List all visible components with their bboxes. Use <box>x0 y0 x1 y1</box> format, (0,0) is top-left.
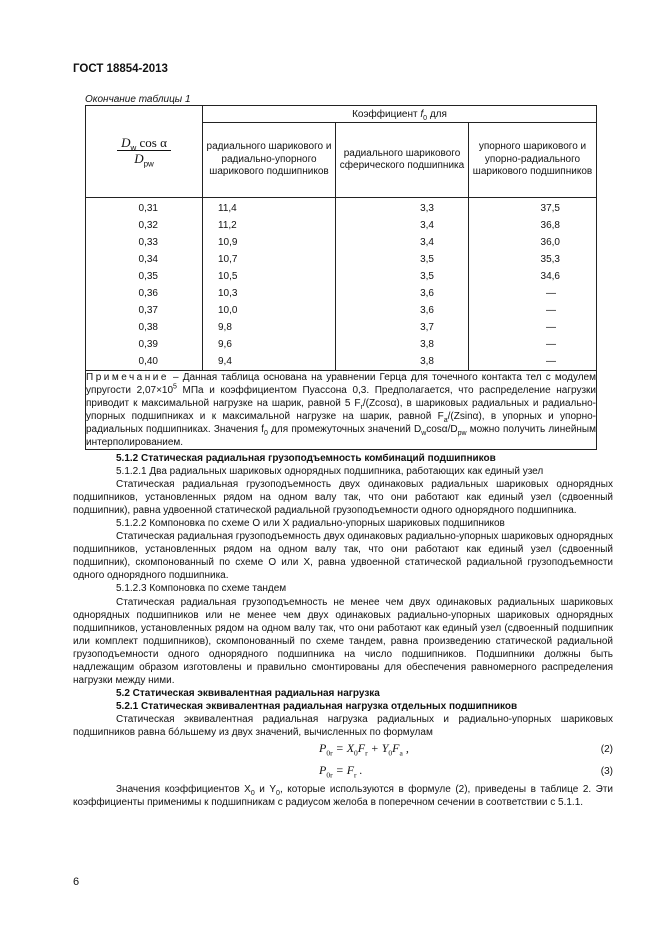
thrust-coefficient-value: — <box>546 339 556 350</box>
radial-coefficient-value: 10,5 <box>218 271 238 282</box>
thrust-coefficient-value: 34,6 <box>540 271 560 282</box>
equation-2-number: (2) <box>600 744 613 756</box>
ratio-value: 0,40 <box>138 356 158 367</box>
section-heading-5-2: 5.2 Статическая эквивалентная радиальная нагрузка <box>116 687 380 699</box>
ratio-den-symbol: D <box>134 151 144 166</box>
clause-5-1-2-2-title: 5.1.2.2 Компоновка по схеме O или X радиально-упорных шариковых подшипников <box>116 518 505 530</box>
spherical-coefficient-value: 3,3 <box>420 203 434 214</box>
radial-coefficient-value: 10,3 <box>218 288 238 299</box>
ratio-header-cell <box>86 106 203 198</box>
coefficient-group-header: Коэффициент $f_0$ для <box>203 106 597 123</box>
clause-5-1-2-3-text: Статическая радиальная грузоподъемность не менее чем двух одинаковых радиальных шариковых однорядных подшипников или не менее чем двух одинаковых радиально-упорных шариковых однорядных подшипников, установленных рядом на одном валу так, что они работают как единый узел (сдвоенный подшипник или комплект подшипников), скомпонованный по схеме тандем, равна произведению статической радиальной грузоподъемности одного однорядного подшипника на число подшипников. Подшипники должны быть надлежащим образом изготовлены и правильно смонтированы для обеспечения равномерного распределения нагрузки между ними. <box>73 596 613 686</box>
equation-3: $P_{0r} = F_r$ . (3) <box>319 763 613 780</box>
ratio-num-symbol: D <box>121 135 131 150</box>
thrust-coefficient-value: 35,3 <box>540 254 560 265</box>
spherical-coefficient-value: 3,4 <box>420 237 434 248</box>
spherical-values-column <box>336 198 469 371</box>
table-caption: Окончание таблицы 1 <box>85 94 191 105</box>
thrust-coefficient-value: 36,8 <box>540 220 560 231</box>
page-number: 6 <box>73 876 80 888</box>
section-heading-5-1-2: 5.1.2 Статическая радиальная грузоподъемность комбинаций подшипников <box>116 453 496 464</box>
note-label: Примечание <box>86 372 169 383</box>
col-header-spherical: радиального шарикового сферического подшипника <box>336 123 469 198</box>
spherical-coefficient-value: 3,4 <box>420 220 434 231</box>
ratio-column <box>86 198 203 371</box>
col-header-radial: радиального шарикового и радиально-упорного шарикового подшипников <box>203 123 336 198</box>
radial-coefficient-value: 9,8 <box>218 322 232 333</box>
ratio-value: 0,39 <box>138 339 158 350</box>
clause-5-2-1-text: Статическая эквивалентная радиальная нагрузка радиальных и радиально-упорных шариковых подшипников равна бо́льшему из двух значений, вычисленных по формулам <box>73 713 613 738</box>
thrust-coefficient-value: 37,5 <box>540 203 560 214</box>
spherical-coefficient-value: 3,8 <box>420 356 434 367</box>
clause-5-1-2-2-text: Статическая радиальная грузоподъемность двух одинаковых радиально-упорных шариковых однорядных подшипников, установленных рядом на одном валу так, что они работают как единый узел (сдвоенный подшипник), скомпонованный по схеме O или X, равна удвоенной статической радиальной грузоподъемности одного однорядного подшипника. <box>73 531 613 582</box>
ratio-num-sub: w <box>130 143 137 153</box>
clause-5-1-2-1-text: Статическая радиальная грузоподъемность двух одинаковых радиальных шариковых однорядных подшипников, установленных рядом на одном валу так, что они работают как единый узел (сдвоенный подшипник), равна удвоенной статической радиальной грузоподъемности одного однорядного подшипника. <box>73 479 613 517</box>
thrust-coefficient-value: — <box>546 356 556 367</box>
thrust-coefficient-value: 36,0 <box>540 237 560 248</box>
spherical-coefficient-value: 3,6 <box>420 305 434 316</box>
ratio-den-sub: pw <box>143 159 154 169</box>
ratio-value: 0,31 <box>138 203 158 214</box>
document-standard-header: ГОСТ 18854-2013 <box>73 63 168 75</box>
thrust-coefficient-value: — <box>546 305 556 316</box>
radial-coefficient-value: 10,0 <box>218 305 238 316</box>
coefficient-table <box>85 105 597 450</box>
ratio-value: 0,38 <box>138 322 158 333</box>
spherical-coefficient-value: 3,5 <box>420 254 434 265</box>
col-header-thrust: упорного шарикового и упорно-радиального шарикового подшипников <box>469 123 597 198</box>
equation-2: $P_{0r} = X_0F_r + Y_0F_a$ , (2) <box>319 741 613 758</box>
ratio-value: 0,35 <box>138 271 158 282</box>
spherical-coefficient-value: 3,8 <box>420 339 434 350</box>
thrust-coefficient-value: — <box>546 288 556 299</box>
radial-coefficient-value: 10,9 <box>218 237 238 248</box>
table-note: Примечание – Данная таблица основана на уравнении Герца для точечного контакта тел с модулем упругости $2,07\times 10^5$ МПа и коэффициентом Пуассона 0,3. Предполагается, что распределение нагрузки приводит к максимальной нагрузке на шарик, равной 5 $F_r/(Zcos\alpha)$, в шариковых радиальных и радиально-упорных подшипниках и к максимальной нагрузке на шарик, равной $F_a/(Zsin\alpha)$, в упорных и упорно-радиальных подшипниках. Значения $f_0$ для промежуточных значений $D_w\cos\alpha/D_{pw}$ можно получить линейным интерполированием. <box>86 372 596 448</box>
clause-5-1-2-3-title: 5.1.2.3 Компоновка по схеме тандем <box>116 583 287 595</box>
ratio-value: 0,37 <box>138 305 158 316</box>
section-heading-5-2-1: 5.2.1 Статическая эквивалентная радиальная нагрузка отдельных подшипников <box>116 700 518 712</box>
spherical-coefficient-value: 3,7 <box>420 322 434 333</box>
radial-values-column <box>203 198 336 371</box>
ratio-formula <box>117 135 171 169</box>
radial-coefficient-value: 10,7 <box>218 254 238 265</box>
closing-paragraph: Значения коэффициентов $X_0$ и $Y_0$, которые используются в формуле (2), приведены в таблице 2. Эти коэффициенты применимы к подшипникам с радиусом желоба в поперечном сечении в соответствии с 5.1.1. <box>73 784 614 809</box>
ratio-value: 0,33 <box>138 237 158 248</box>
spherical-coefficient-value: 3,5 <box>420 271 434 282</box>
thrust-values-column <box>469 198 597 371</box>
ratio-value: 0,34 <box>138 254 158 265</box>
thrust-coefficient-value: — <box>546 322 556 333</box>
radial-coefficient-value: 11,2 <box>218 220 237 231</box>
equation-3-number: (3) <box>600 766 613 778</box>
spherical-coefficient-value: 3,6 <box>420 288 434 299</box>
radial-coefficient-value: 9,6 <box>218 339 232 350</box>
clause-5-1-2-1-title: 5.1.2.1 Два радиальных шариковых однорядных подшипника, работающих как единый узел <box>116 466 544 478</box>
ratio-value: 0,32 <box>138 220 158 231</box>
radial-coefficient-value: 11,4 <box>218 203 237 214</box>
body-text <box>73 452 613 809</box>
ratio-num-tail: cos α <box>136 135 167 150</box>
ratio-value: 0,36 <box>138 288 158 299</box>
radial-coefficient-value: 9,4 <box>218 356 232 367</box>
